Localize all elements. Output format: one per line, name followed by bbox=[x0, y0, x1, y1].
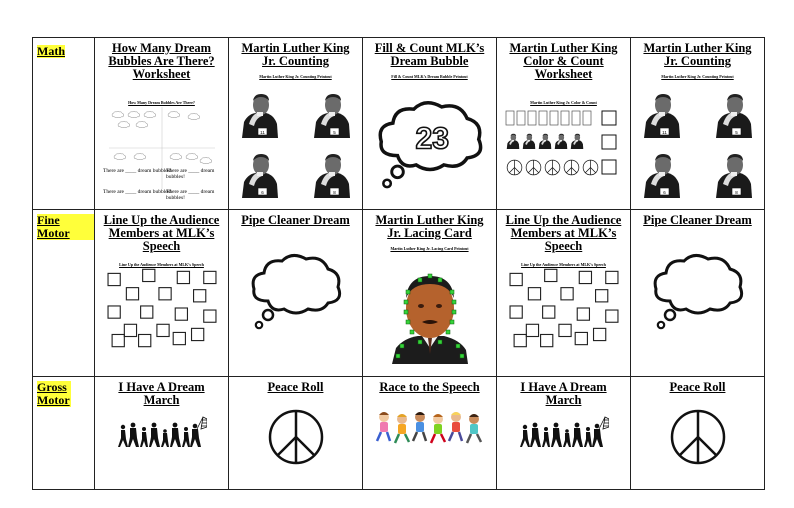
cell-mlk-counting[interactable] bbox=[229, 38, 363, 210]
cell-line-up-audience[interactable] bbox=[95, 210, 229, 377]
march-silhouette-image bbox=[95, 415, 228, 449]
sheet-title: Martin Luther King Jr. Color & Count bbox=[530, 100, 597, 105]
sheet-title: Fill & Count MLK’s Dream Bubble Printout bbox=[391, 74, 468, 79]
counting-sheet-image bbox=[229, 88, 362, 206]
cell-dream-march[interactable] bbox=[497, 377, 631, 490]
count-number: 6 bbox=[662, 190, 666, 195]
row-label-cell bbox=[33, 38, 95, 210]
row-fine-motor bbox=[33, 210, 765, 377]
activity-title: Line Up the Audience Members at MLK’s Speech bbox=[103, 213, 220, 253]
cell-line-up-audience[interactable] bbox=[497, 210, 631, 377]
cell-mlk-lacing-card[interactable] bbox=[363, 210, 497, 377]
lacing-card-image bbox=[363, 268, 496, 364]
counting-sheet-image bbox=[631, 88, 764, 206]
cell-pipe-cleaner-dream[interactable] bbox=[631, 210, 765, 377]
dream-cloud-image bbox=[631, 250, 764, 332]
row-label-fine-motor: Fine Motor bbox=[37, 214, 94, 240]
march-silhouette-image bbox=[497, 415, 630, 449]
bubble-number: 23 bbox=[415, 122, 449, 156]
peace-sign-icon bbox=[631, 407, 764, 467]
count-number: 6 bbox=[260, 190, 264, 195]
count-number: 8 bbox=[332, 190, 336, 195]
row-label-math: Math bbox=[37, 44, 65, 58]
activity-title: How Many Dream Bubbles Are There? Worksheet bbox=[108, 41, 215, 81]
sheet-title: Martin Luther King Jr. Lacing Card Printout bbox=[390, 246, 469, 251]
audience-sheet-image bbox=[95, 262, 228, 349]
color-count-sheet-image bbox=[497, 100, 630, 189]
dream-cloud-image bbox=[229, 250, 362, 332]
activity-title: Race to the Speech bbox=[379, 380, 480, 394]
lesson-grid bbox=[32, 37, 765, 490]
row-label-gross-motor: Gross Motor bbox=[37, 380, 70, 407]
answer-line: There are ____ dream bubbles! bbox=[166, 189, 215, 201]
activity-title: Martin Luther King Color & Count Worksheet bbox=[509, 41, 618, 81]
cell-peace-roll[interactable] bbox=[631, 377, 765, 490]
row-label-cell bbox=[33, 210, 95, 377]
activity-title: Peace Roll bbox=[669, 380, 726, 394]
cell-dream-march[interactable] bbox=[95, 377, 229, 490]
activity-title: Pipe Cleaner Dream bbox=[643, 213, 752, 227]
cell-mlk-counting[interactable] bbox=[631, 38, 765, 210]
sheet-title: Martin Luther King Jr. Counting Printout bbox=[259, 74, 332, 79]
cell-pipe-cleaner-dream[interactable] bbox=[229, 210, 363, 377]
sheet-title: Line Up the Audience Members at MLK’s Speech bbox=[521, 262, 606, 267]
answer-line: There are ____ dream bubbles! bbox=[103, 189, 172, 195]
answer-line: There are ____ dream bubbles! bbox=[103, 168, 172, 174]
activity-title: Line Up the Audience Members at MLK’s Speech bbox=[505, 213, 622, 253]
sheet-title: How Many Dream Bubbles Are There? bbox=[128, 100, 195, 105]
activity-title: Peace Roll bbox=[267, 380, 324, 394]
activity-title: Fill & Count MLK’s Dream Bubble bbox=[374, 41, 485, 68]
audience-sheet-image bbox=[497, 262, 630, 349]
sheet-title: Martin Luther King Jr. Counting Printout bbox=[661, 74, 734, 79]
count-number: 5 bbox=[332, 130, 336, 135]
cell-fill-count-dream-bubble[interactable] bbox=[363, 38, 497, 210]
activity-title: Martin Luther King Jr. Lacing Card bbox=[375, 213, 484, 240]
row-gross-motor bbox=[33, 377, 765, 490]
cell-race-to-speech[interactable] bbox=[363, 377, 497, 490]
activity-title: I Have A Dream March bbox=[118, 380, 205, 407]
sheet-title: Line Up the Audience Members at MLK’s Speech bbox=[119, 262, 204, 267]
count-number: 11 bbox=[661, 130, 667, 135]
cell-color-count-worksheet[interactable] bbox=[497, 38, 631, 210]
dream-bubble-image bbox=[363, 94, 496, 194]
cell-peace-roll[interactable] bbox=[229, 377, 363, 490]
answer-line: There are ____ dream bubbles! bbox=[166, 168, 215, 180]
activity-title: I Have A Dream March bbox=[520, 380, 607, 407]
count-number: 5 bbox=[734, 130, 738, 135]
row-label-cell bbox=[33, 377, 95, 490]
row-math bbox=[33, 38, 765, 210]
running-kids-image bbox=[363, 407, 496, 447]
activity-title: Pipe Cleaner Dream bbox=[241, 213, 350, 227]
count-number: 11 bbox=[259, 130, 265, 135]
activity-title: Martin Luther King Jr. Counting bbox=[241, 41, 350, 68]
count-number: 8 bbox=[734, 190, 738, 195]
peace-sign-icon bbox=[229, 407, 362, 467]
cell-dream-bubbles-worksheet[interactable] bbox=[95, 38, 229, 210]
activity-title: Martin Luther King Jr. Counting bbox=[643, 41, 752, 68]
